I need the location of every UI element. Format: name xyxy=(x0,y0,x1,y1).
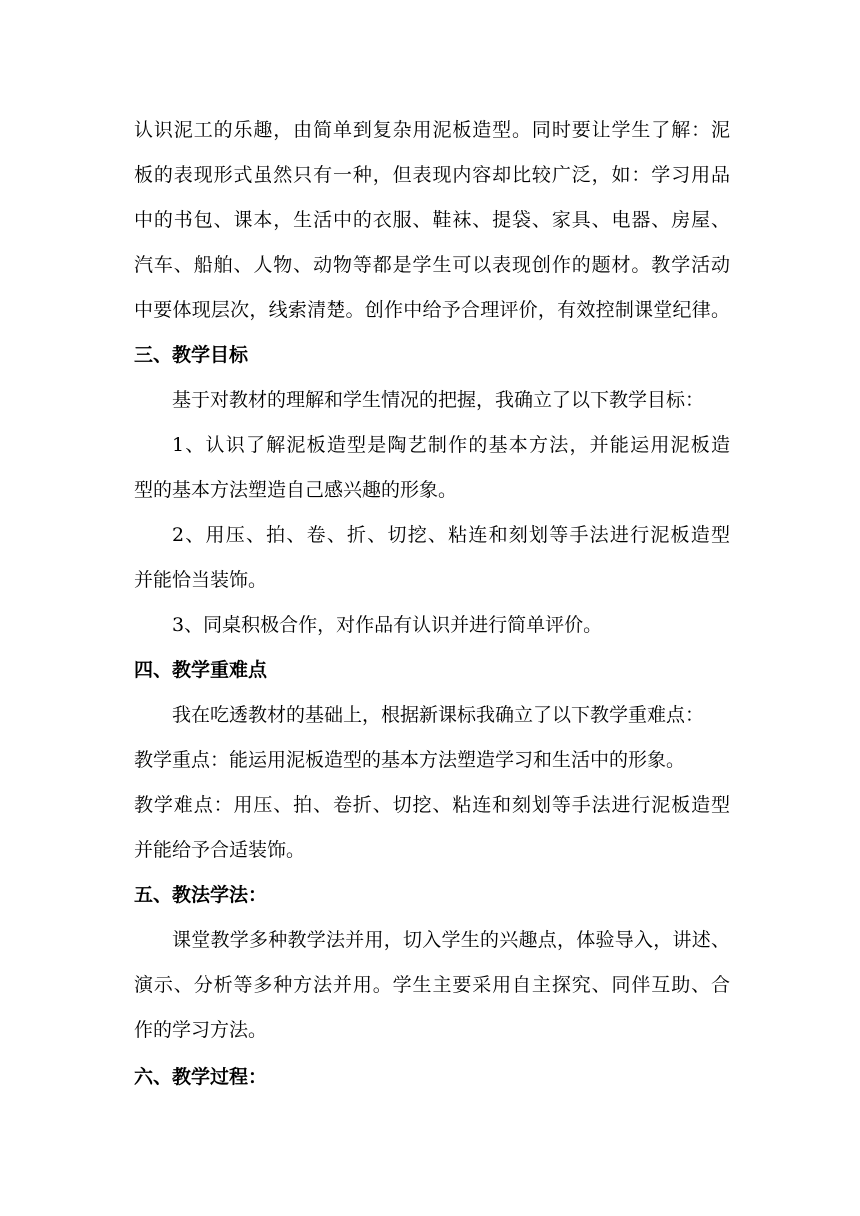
paragraph-line: 我在吃透教材的基础上，根据新课标我确立了以下教学重难点： xyxy=(172,704,705,726)
paragraph-line: 板的表现形式虽然只有一种，但表现内容却比较广泛，如：学习用品 xyxy=(134,164,730,186)
paragraph-line: 课堂教学多种教学法并用，切入学生的兴趣点，体验导入，讲述、 xyxy=(172,929,730,951)
paragraph-line: 基于对教材的理解和学生情况的把握，我确立了以下教学目标： xyxy=(172,389,705,411)
paragraph-line: 中的书包、课本，生活中的衣服、鞋袜、提袋、家具、电器、房屋、 xyxy=(134,209,730,231)
paragraph-line: 3、同桌积极合作，对作品有认识并进行简单评价。 xyxy=(172,614,603,636)
paragraph-line: 认识泥工的乐趣，由简单到复杂用泥板造型。同时要让学生了解：泥 xyxy=(134,119,730,141)
paragraph-line: 型的基本方法塑造自己感兴趣的形象。 xyxy=(134,479,458,501)
document-body xyxy=(134,108,730,1100)
paragraph-line: 作的学习方法。 xyxy=(134,1019,268,1041)
paragraph-line: 2、用压、拍、卷、折、切挖、粘连和刻划等手法进行泥板造型 xyxy=(172,524,730,546)
paragraph-line: 演示、分析等多种方法并用。学生主要采用自主探究、同伴互助、合 xyxy=(134,974,730,996)
paragraph-line: 并能恰当装饰。 xyxy=(134,569,268,591)
paragraph-line: 1、认识了解泥板造型是陶艺制作的基本方法，并能运用泥板造 xyxy=(172,434,730,456)
section-heading-teaching-process: 六、教学过程： xyxy=(134,1066,268,1088)
section-heading-key-points: 四、教学重难点 xyxy=(134,659,268,681)
paragraph-line: 教学重点：能运用泥板造型的基本方法塑造学习和生活中的形象。 xyxy=(134,749,686,771)
paragraph-line: 并能给予合适装饰。 xyxy=(134,839,306,861)
section-heading-methods: 五、教法学法： xyxy=(134,884,268,906)
paragraph-line: 中要体现层次，线索清楚。创作中给予合理评价，有效控制课堂纪律。 xyxy=(134,299,730,321)
paragraph-line: 教学难点：用压、拍、卷折、切挖、粘连和刻划等手法进行泥板造型 xyxy=(134,794,730,816)
section-heading-teaching-goals: 三、教学目标 xyxy=(134,344,249,366)
paragraph-line: 汽车、船舶、人物、动物等都是学生可以表现创作的题材。教学活动 xyxy=(134,254,730,276)
